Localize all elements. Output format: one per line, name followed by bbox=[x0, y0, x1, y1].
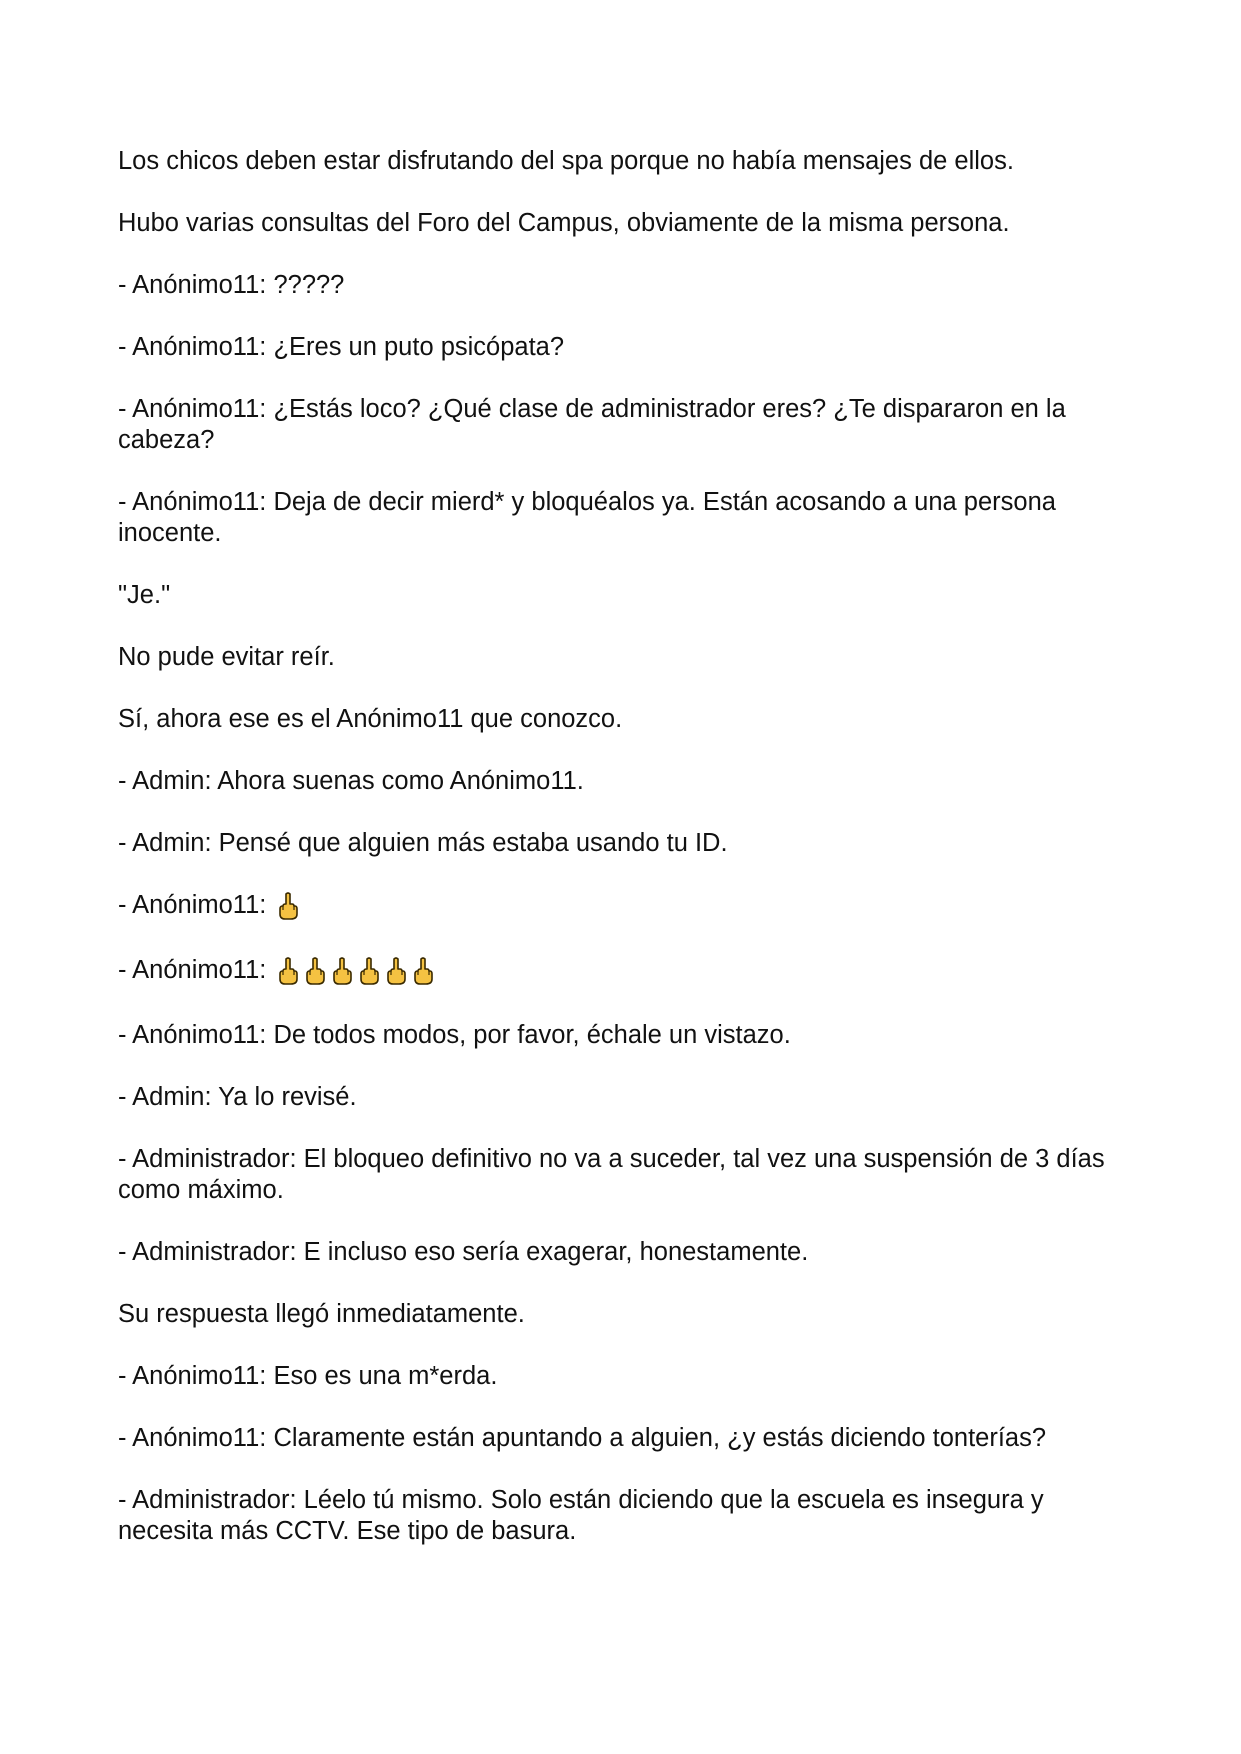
chat-line: - Admin: Ahora suenas como Anónimo11. bbox=[118, 767, 584, 795]
chat-line: - Anónimo11: ¿Estás loco? ¿Qué clase de administrador eres? ¿Te dispararon en la cabeza? bbox=[118, 395, 1066, 454]
middle-finger-icon bbox=[384, 956, 408, 986]
middle-finger-icon bbox=[357, 956, 381, 986]
chat-line-emoji bbox=[118, 890, 1128, 921]
chat-line: - Administrador: El bloqueo definitivo no va a suceder, tal vez una suspensión de 3 días como máximo. bbox=[118, 1145, 1105, 1204]
emoji-row bbox=[276, 956, 435, 986]
paragraph: "Je." bbox=[118, 581, 171, 609]
chat-line: - Anónimo11: ¿Eres un puto psicópata? bbox=[118, 333, 565, 361]
chat-line: - Admin: Pensé que alguien más estaba usando tu ID. bbox=[118, 829, 728, 857]
chat-line-prefix: - Anónimo11: bbox=[118, 956, 267, 984]
paragraph: Los chicos deben estar disfrutando del spa porque no había mensajes de ellos. bbox=[118, 147, 1014, 175]
middle-finger-icon bbox=[411, 956, 435, 986]
document-body bbox=[118, 146, 1128, 1578]
middle-finger-icon bbox=[303, 956, 327, 986]
paragraph: Hubo varias consultas del Foro del Campus, obviamente de la misma persona. bbox=[118, 209, 1010, 237]
chat-line: - Anónimo11: De todos modos, por favor, échale un vistazo. bbox=[118, 1021, 791, 1049]
chat-line: - Anónimo11: ????? bbox=[118, 271, 345, 299]
paragraph: Sí, ahora ese es el Anónimo11 que conozco. bbox=[118, 705, 623, 733]
emoji-row bbox=[276, 891, 300, 921]
paragraph: Su respuesta llegó inmediatamente. bbox=[118, 1300, 525, 1328]
chat-line: - Anónimo11: Deja de decir mierd* y bloquéalos ya. Están acosando a una persona inocente. bbox=[118, 488, 1056, 547]
middle-finger-icon bbox=[276, 891, 300, 921]
middle-finger-icon bbox=[276, 956, 300, 986]
chat-line-emoji bbox=[118, 955, 1128, 986]
middle-finger-icon bbox=[330, 956, 354, 986]
chat-line: - Anónimo11: Claramente están apuntando a alguien, ¿y estás diciendo tonterías? bbox=[118, 1424, 1047, 1452]
chat-line: - Admin: Ya lo revisé. bbox=[118, 1083, 357, 1111]
paragraph: No pude evitar reír. bbox=[118, 643, 335, 671]
chat-line: - Anónimo11: Eso es una m*erda. bbox=[118, 1362, 498, 1390]
chat-line: - Administrador: E incluso eso sería exagerar, honestamente. bbox=[118, 1238, 809, 1266]
chat-line-prefix: - Anónimo11: bbox=[118, 891, 267, 919]
chat-line: - Administrador: Léelo tú mismo. Solo están diciendo que la escuela es insegura y necesita más CCTV. Ese tipo de basura. bbox=[118, 1486, 1044, 1545]
